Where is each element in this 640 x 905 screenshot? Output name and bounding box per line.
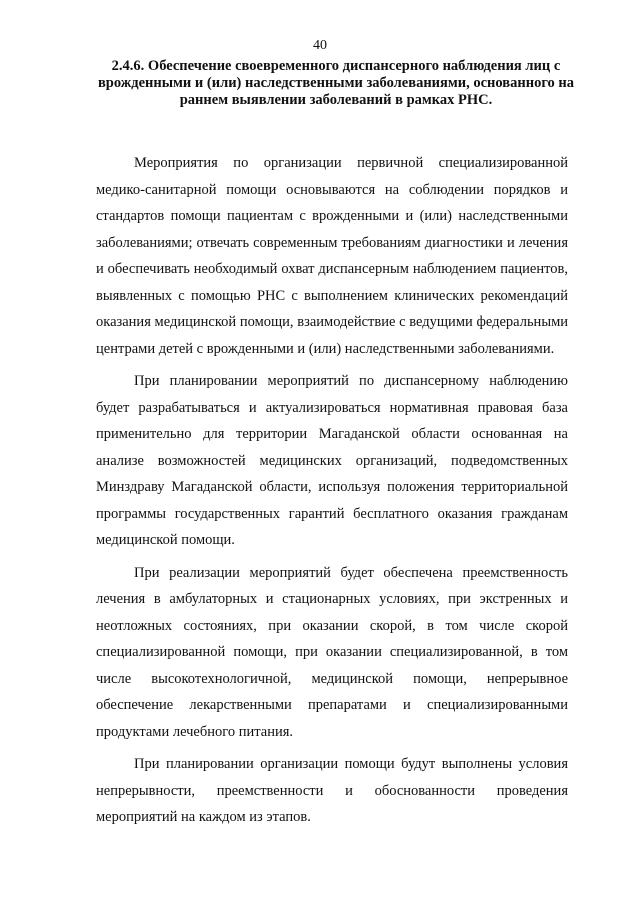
body-text — [96, 150, 568, 831]
section-heading: 2.4.6. Обеспечение своевременного диспансерного наблюдения лиц с врожденными и (или) наследственными заболеваниями, основанного на раннем выявлении заболеваний в рамках РНС. — [97, 58, 575, 108]
paragraph: При реализации мероприятий будет обеспечена преемственность лечения в амбулаторных и стационарных условиях, при экстренных и неотложных состояниях, при оказании скорой, в том числе скорой специализированной помощи, при оказании специализированной, в том числе высокотехнологичной, медицинской помощи, непрерывное обеспечение лекарственными препаратами и специализированными продуктами лечебного питания. — [96, 564, 568, 740]
page-number: 40 — [313, 38, 327, 53]
paragraph: При планировании мероприятий по диспансерному наблюдению будет разрабатываться и актуализироваться нормативная правовая база применительно для территории Магаданской области основанная на анализе возможностей медицинских организаций, подведомственных Минздраву Магаданской области, используя положения территориальной программы государственных гарантий бесплатного оказания гражданам медицинской помощи. — [96, 373, 568, 548]
paragraph: Мероприятия по организации первичной специализированной медико-санитарной помощи основываются на соблюдении порядков и стандартов помощи пациентам с врожденными и (или) наследственными заболеваниями; отвечать современным требованиям диагностики и лечения и обеспечивать необходимый охват диспансерным наблюдением пациентов, выявленных с помощью РНС с выполнением клинических рекомендаций оказания медицинской помощи, взаимодействие с ведущими федеральными центрами детей с врожденными и (или) наследственными заболеваниями. — [96, 155, 568, 357]
paragraph: При планировании организации помощи будут выполнены условия непрерывности, преемственности и обоснованности проведения мероприятий на каждом из этапов. — [96, 756, 568, 825]
